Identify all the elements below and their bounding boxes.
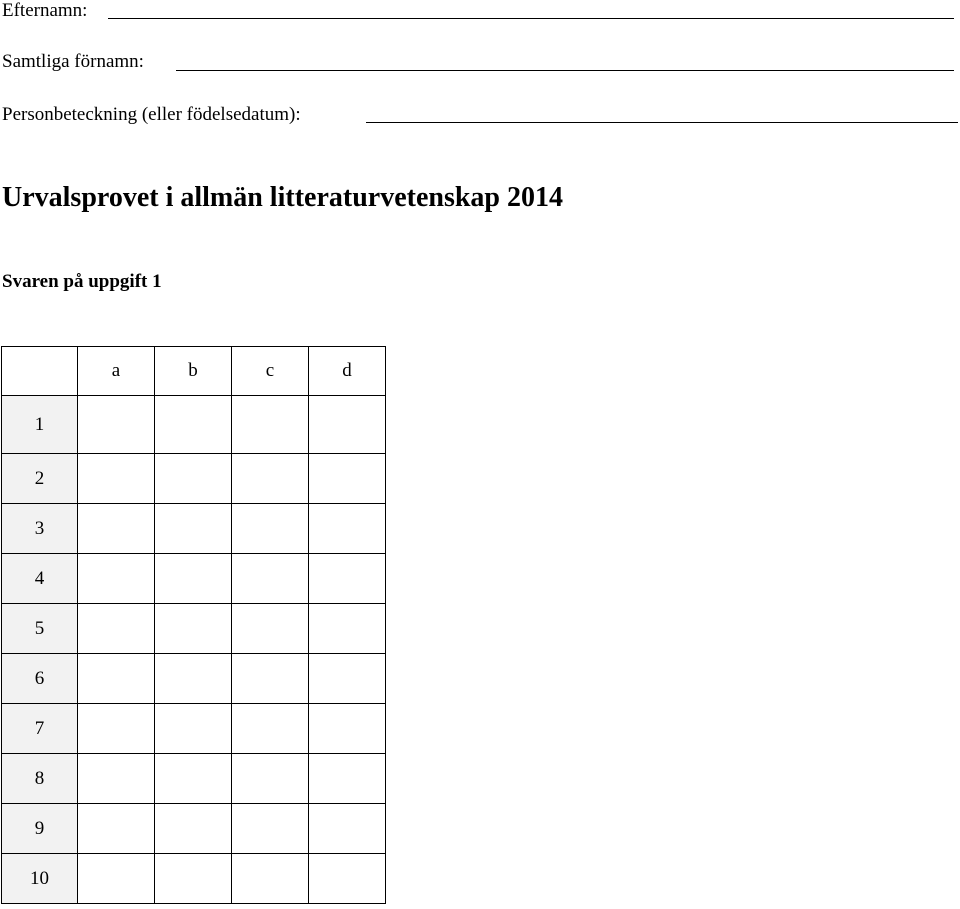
answer-cell[interactable] bbox=[78, 654, 155, 704]
id-field[interactable] bbox=[366, 122, 958, 123]
table-row bbox=[2, 454, 386, 504]
answer-cell[interactable] bbox=[155, 604, 232, 654]
answer-table-header bbox=[2, 347, 386, 396]
answer-cell[interactable] bbox=[155, 504, 232, 554]
answer-cell[interactable] bbox=[155, 704, 232, 754]
answer-cell[interactable] bbox=[155, 396, 232, 454]
answer-table bbox=[1, 346, 386, 904]
table-row bbox=[2, 554, 386, 604]
row-number: 10 bbox=[2, 854, 78, 904]
table-row bbox=[2, 854, 386, 904]
row-number: 1 bbox=[2, 396, 78, 454]
answer-cell[interactable] bbox=[155, 554, 232, 604]
answer-cell[interactable] bbox=[232, 604, 309, 654]
answer-cell[interactable] bbox=[309, 504, 386, 554]
answer-cell[interactable] bbox=[309, 554, 386, 604]
surname-field[interactable] bbox=[108, 18, 954, 19]
header-corner-cell bbox=[2, 347, 78, 396]
row-number: 8 bbox=[2, 754, 78, 804]
answer-cell[interactable] bbox=[78, 854, 155, 904]
column-header-a: a bbox=[78, 347, 155, 396]
answer-cell[interactable] bbox=[232, 654, 309, 704]
answer-cell[interactable] bbox=[232, 554, 309, 604]
answer-cell[interactable] bbox=[232, 704, 309, 754]
answer-cell[interactable] bbox=[232, 454, 309, 504]
answer-cell[interactable] bbox=[78, 754, 155, 804]
answer-cell[interactable] bbox=[232, 754, 309, 804]
answer-cell[interactable] bbox=[78, 704, 155, 754]
row-number: 4 bbox=[2, 554, 78, 604]
answer-cell[interactable] bbox=[78, 396, 155, 454]
answer-cell[interactable] bbox=[155, 654, 232, 704]
answer-cell[interactable] bbox=[309, 854, 386, 904]
answer-cell[interactable] bbox=[309, 454, 386, 504]
answer-cell[interactable] bbox=[155, 854, 232, 904]
table-row bbox=[2, 704, 386, 754]
answer-cell[interactable] bbox=[155, 754, 232, 804]
row-number: 5 bbox=[2, 604, 78, 654]
first-names-label: Samtliga förnamn: bbox=[2, 51, 144, 72]
answer-cell[interactable] bbox=[232, 504, 309, 554]
table-row bbox=[2, 654, 386, 704]
answer-cell[interactable] bbox=[309, 804, 386, 854]
answer-cell[interactable] bbox=[309, 754, 386, 804]
answer-cell[interactable] bbox=[309, 604, 386, 654]
row-number: 6 bbox=[2, 654, 78, 704]
table-row bbox=[2, 604, 386, 654]
answer-cell[interactable] bbox=[78, 454, 155, 504]
answer-cell[interactable] bbox=[78, 604, 155, 654]
answer-cell[interactable] bbox=[309, 396, 386, 454]
column-header-d: d bbox=[309, 347, 386, 396]
answer-cell[interactable] bbox=[155, 804, 232, 854]
surname-label: Efternamn: bbox=[2, 0, 88, 21]
answer-cell[interactable] bbox=[155, 454, 232, 504]
table-row bbox=[2, 804, 386, 854]
section-heading: Svaren på uppgift 1 bbox=[2, 271, 162, 292]
row-number: 9 bbox=[2, 804, 78, 854]
page-title: Urvalsprovet i allmän litteraturvetenskap 2014 bbox=[2, 182, 563, 213]
answer-cell[interactable] bbox=[78, 504, 155, 554]
id-label: Personbeteckning (eller födelsedatum): bbox=[2, 104, 301, 125]
table-row bbox=[2, 396, 386, 454]
column-header-b: b bbox=[155, 347, 232, 396]
table-row bbox=[2, 504, 386, 554]
row-number: 2 bbox=[2, 454, 78, 504]
table-row bbox=[2, 754, 386, 804]
answer-cell[interactable] bbox=[309, 704, 386, 754]
answer-cell[interactable] bbox=[232, 396, 309, 454]
answer-cell[interactable] bbox=[78, 554, 155, 604]
row-number: 3 bbox=[2, 504, 78, 554]
answer-cell[interactable] bbox=[309, 654, 386, 704]
column-header-c: c bbox=[232, 347, 309, 396]
row-number: 7 bbox=[2, 704, 78, 754]
first-names-field[interactable] bbox=[176, 70, 954, 71]
answer-cell[interactable] bbox=[78, 804, 155, 854]
answer-cell[interactable] bbox=[232, 854, 309, 904]
answer-cell[interactable] bbox=[232, 804, 309, 854]
